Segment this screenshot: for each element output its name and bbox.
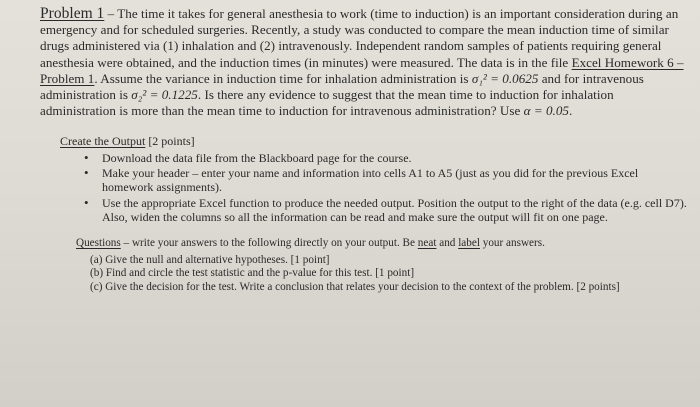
bullet-icon: •: [84, 194, 89, 210]
sigma1-value: σ₁² = 0.0625: [471, 70, 539, 86]
problem-text-a: The time it takes for general anesthesia to work (time to induction) is an important consideration during an emergency and for scheduled surgeries. Recently, a study was conducted to compare the mean induction time of similar drugs administered via (1) inhalation and (2) intravenously. Independent random samples of patients requiring general anesthesia were obtained, and the induction times (in minutes) were measured. The data is in the file: [40, 6, 679, 70]
alpha-value: α = 0.05: [523, 103, 569, 119]
instruction-text: Use the appropriate Excel function to produce the needed output. Position the output to the right of the data (e.g. cell D7). Also, widen the columns so all the information can be read and make sure the output will fit on one page.: [102, 195, 687, 224]
sigma2-value: σ₂² = 0.1225: [131, 87, 198, 103]
instruction-text: Make your header – enter your name and information into cells A1 to A5 (just as you did for the previous Excel homework assignments).: [102, 166, 639, 195]
problem-text-d: . Is there any evidence to suggest that the mean time to induction for inhalation administration is more than the mean time to induction for intravenous administration? Use: [40, 87, 614, 119]
create-output-points: [2 points]: [145, 134, 195, 149]
list-item: [60, 166, 688, 195]
question-list: [90, 254, 688, 295]
bullet-icon: •: [84, 149, 89, 165]
instruction-list: [60, 151, 688, 224]
questions-heading: Questions: [76, 237, 121, 250]
questions-section: [76, 237, 688, 294]
problem-heading: Problem 1: [40, 5, 105, 22]
questions-intro: [76, 237, 688, 251]
bullet-icon: •: [84, 165, 89, 181]
problem-text-c: and for intravenous administration is: [40, 70, 644, 103]
data-file-name: Excel Homework 6 – Problem 1: [40, 54, 684, 86]
instruction-text: Download the data file from the Blackboard page for the course.: [102, 150, 412, 165]
question-item: (b) Find and circle the test statistic and the p-value for this test. [1 point]: [90, 267, 415, 280]
create-output-heading-line: [60, 134, 688, 148]
label-word: label: [458, 237, 480, 250]
create-output-heading: Create the Output: [60, 134, 146, 149]
neat-word: neat: [417, 237, 437, 250]
list-item: [60, 151, 688, 165]
problem-text-b: . Assume the variance in induction time for inhalation administration is: [94, 70, 472, 86]
problem-dash: –: [104, 6, 118, 21]
create-output-section: [60, 134, 688, 224]
questions-intro-b: and: [436, 237, 459, 250]
list-item: [60, 196, 688, 225]
problem-text-e: .: [568, 103, 573, 119]
question-item: (c) Give the decision for the test. Write a conclusion that relates your decision to the context of the problem. [2 points]: [90, 280, 620, 293]
questions-intro-c: your answers.: [479, 237, 545, 250]
question-item: (a) Give the null and alternative hypotheses. [1 point]: [90, 253, 330, 266]
questions-intro-a: – write your answers to the following directly on your output. Be: [120, 237, 418, 250]
problem-statement: [40, 6, 688, 119]
